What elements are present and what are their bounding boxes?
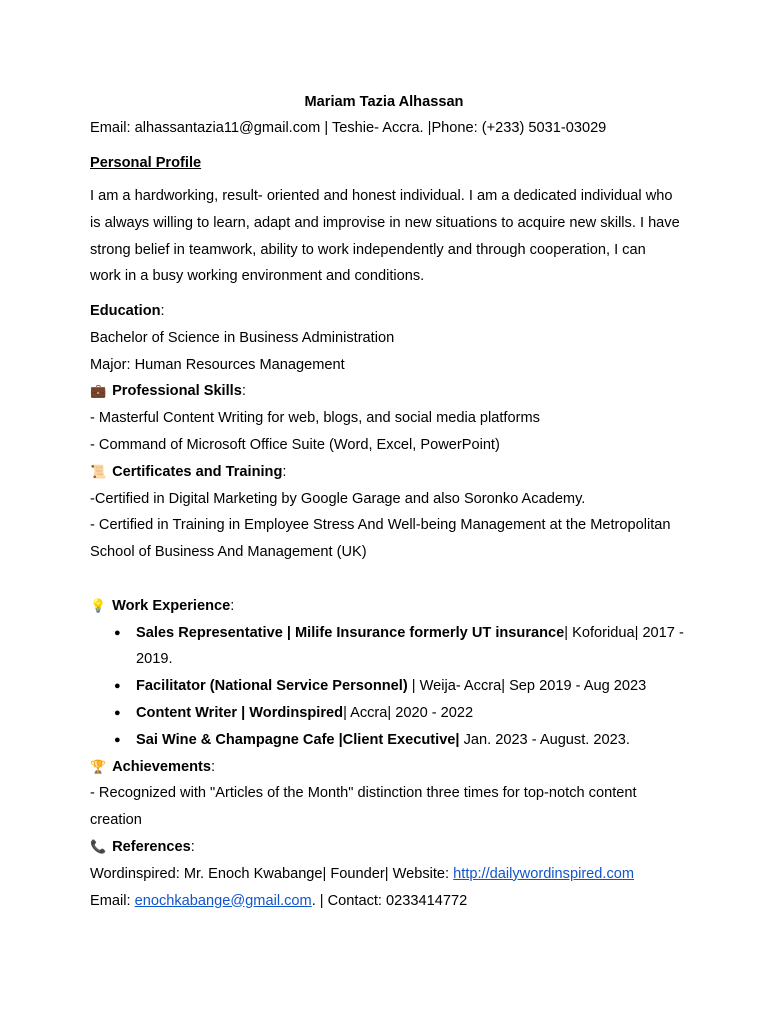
achievements-heading: Achievements xyxy=(112,758,212,775)
work-item xyxy=(90,727,690,754)
certificates-heading-line: 📜 Certificates and Training: xyxy=(90,459,690,486)
work-title: Facilitator (National Service Personnel) xyxy=(136,678,408,695)
contact-line: Email: alhassantazia11@gmail.com | Teshie- Accra. |Phone: (+233) 5031-03029 xyxy=(90,120,607,136)
bullet-icon: ● xyxy=(114,733,121,746)
work-title: Content Writer | Wordinspired xyxy=(136,704,344,721)
skills-heading-line: 💼 Professional Skills: xyxy=(90,378,690,405)
certificates-heading: Certificates and Training xyxy=(112,463,283,480)
trophy-icon: 🏆 xyxy=(90,758,107,774)
reference-line xyxy=(90,861,690,888)
work-title: Sai Wine & Champagne Cafe |Client Executive| xyxy=(136,731,460,748)
website-link[interactable]: http://dailywordinspired.com xyxy=(453,865,635,882)
scroll-icon: 📜 xyxy=(90,463,107,479)
work-item xyxy=(90,620,690,674)
references-heading-line: 📞 References: xyxy=(90,834,690,861)
email-label: Email: xyxy=(90,892,135,909)
reference-text: Wordinspired: Mr. Enoch Kwabange| Founder| Website: xyxy=(90,865,454,882)
skills-heading: Professional Skills xyxy=(112,383,242,400)
reference-contact: . | Contact: 0233414772 xyxy=(311,892,468,909)
personal-profile-text: I am a hardworking, result- oriented and honest individual. I am a dedicated individual who is always willing to learn, adapt and improvise in new situations to acquire new skills. I have strong belief in teamwork, ability to work independently and through cooperation, I can work in a busy working environment and conditions. xyxy=(90,188,680,285)
briefcase-icon: 💼 xyxy=(90,383,107,399)
work-list xyxy=(90,620,690,754)
work-item xyxy=(90,700,690,727)
certificate-item: - Certified in Training in Employee Stress And Well-being Management at the Metropolitan School of Business And Management (UK) xyxy=(90,517,671,561)
education-heading-line: Education: xyxy=(90,303,165,319)
telephone-icon: 📞 xyxy=(90,838,107,854)
work-detail: Jan. 2023 - August. 2023. xyxy=(459,731,630,748)
resume-body xyxy=(90,298,690,914)
certificate-item: -Certified in Digital Marketing by Google Garage and also Soronko Academy. xyxy=(90,490,586,507)
work-title: Sales Representative | Milife Insurance formerly UT insurance xyxy=(136,624,565,641)
work-detail: | Weija- Accra| Sep 2019 - Aug 2023 xyxy=(407,678,647,695)
work-heading: Work Experience xyxy=(112,597,231,614)
bullet-icon: ● xyxy=(114,706,121,719)
skill-item: - Command of Microsoft Office Suite (Word, Excel, PowerPoint) xyxy=(90,436,500,453)
candidate-name: Mariam Tazia Alhassan xyxy=(304,94,464,110)
bullet-icon: ● xyxy=(114,680,121,693)
email-link[interactable]: enochkabange@gmail.com xyxy=(134,892,312,909)
achievement-item: - Recognized with "Articles of the Month" distinction three times for top-notch content creation xyxy=(90,785,637,829)
work-heading-line: 💡 Work Experience: xyxy=(90,593,690,620)
work-item xyxy=(90,673,690,700)
work-detail: | Accra| 2020 - 2022 xyxy=(343,704,474,721)
work-detail: | Koforidua| 2017 - 2019. xyxy=(136,624,684,668)
bullet-icon: ● xyxy=(114,626,121,639)
skill-item: - Masterful Content Writing for web, blogs, and social media platforms xyxy=(90,410,540,427)
education-degree: Bachelor of Science in Business Administration xyxy=(90,329,395,346)
education-heading: Education xyxy=(90,303,161,319)
spacer xyxy=(90,566,690,593)
lightbulb-icon: 💡 xyxy=(90,597,107,613)
personal-profile-heading: Personal Profile xyxy=(90,155,202,171)
achievements-heading-line: 🏆 Achievements: xyxy=(90,754,690,781)
references-heading: References xyxy=(112,838,191,855)
reference-contact-line xyxy=(90,888,690,915)
education-major: Major: Human Resources Management xyxy=(90,356,345,373)
